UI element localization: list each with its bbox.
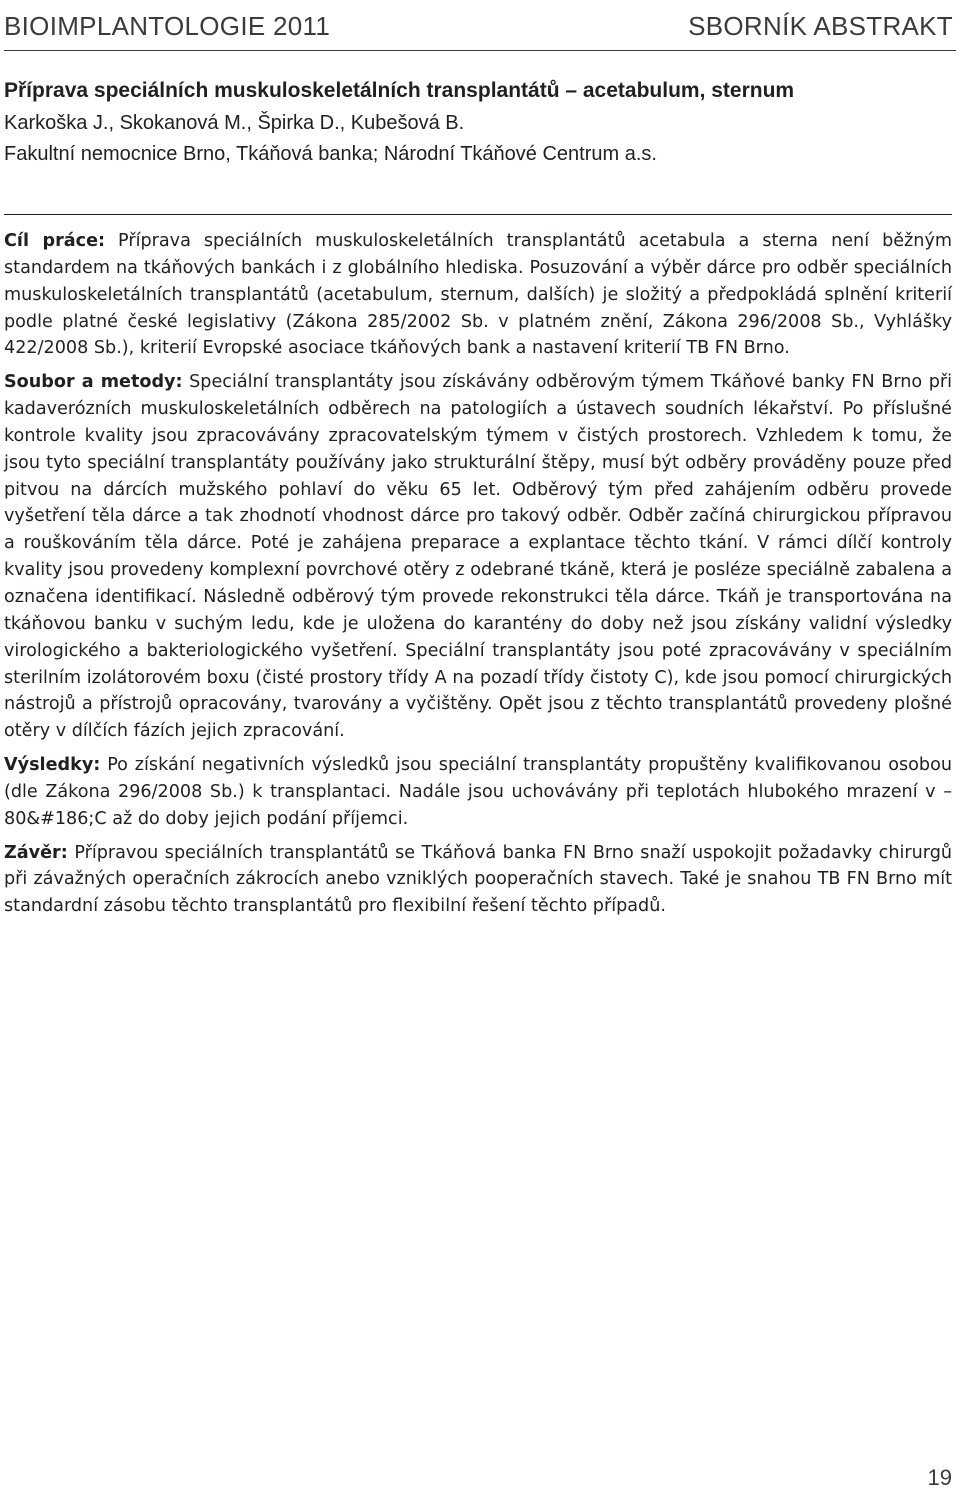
section-aim-text: Příprava speciálních muskuloskeletálních transplantátů acetabula a sterna není běžným standardem na tkáňových bankách i z globálního hlediska. Posuzování a výběr dárce pro odběr speciálních muskuloskeletálních transplantátů (acetabulum, sternum, dalších) je složitý a předpokládá splnění kriterií podle platné české legislativy (Zákona 285/2002 Sb. v platném znění, Zákona 296/2008 Sb., Vyhlášky 422/2008 Sb.), kriterií Evropské asociace tkáňových bank a nastavení kriterií TB FN Brno.	[4, 231, 952, 359]
header-section-title: SBORNÍK ABSTRAKT	[688, 10, 953, 41]
running-header	[4, 4, 953, 48]
abstract-body	[4, 228, 952, 927]
header-divider	[4, 50, 956, 51]
article-affiliation: Fakultní nemocnice Brno, Tkáňová banka; Národní Tkáňové Centrum a.s.	[4, 143, 657, 165]
section-conclusion	[4, 840, 952, 921]
header-publication-title: BIOIMPLANTOLOGIE 2011	[4, 10, 331, 41]
section-methods-label: Soubor a metody:	[4, 372, 183, 393]
section-aim	[4, 228, 952, 362]
section-results	[4, 752, 952, 833]
page-number: 19	[927, 1465, 952, 1490]
section-results-text: Po získání negativních výsledků jsou speciální transplantáty propuštěny kvalifikovanou osobou (dle Zákona 296/2008 Sb.) k transplantaci. Nadále jsou uchovávány při teplotách hlubokého mrazení v –80&#186;C až do doby jejich podání příjemci.	[4, 755, 952, 829]
section-conclusion-label: Závěr:	[4, 842, 68, 863]
section-results-label: Výsledky:	[4, 755, 101, 776]
section-aim-label: Cíl práce:	[4, 231, 106, 251]
article-authors: Karkoška J., Skokanová M., Špirka D., Kubešová B.	[4, 112, 465, 134]
article-heading	[4, 76, 952, 168]
section-methods-text: Speciální transplantáty jsou získávány odběrovým týmem Tkáňové banky FN Brno při kadaverózních muskuloskeletálních odběrech na patologiích a ústavech soudních lékařství. Po příslušné kontrole kvality jsou zpracovávány zpracovatelským týmem v čistých prostorech. Vzhledem k tomu, že jsou tyto speciální transplantáty používány jako strukturální štěpy, musí být odběry prováděny pouze před pitvou na dárcích mužského pohlaví do věku 65 let. Odběrový tým před zahájením odběru provede vyšetření těla dárce a tak zhodnotí vhodnost dárce pro takový odběr. Odběr začíná chirurgickou přípravou a rouškováním těla dárce. Poté je zahájena preparace a explantace těchto tkání. V rámci dílčí kontroly kvality jsou provedeny komplexní povrchové otěry z odebrané tkáně, která je posléze speciálně zabalena a označena identifikací. Následně odběrový tým provede rekonstrukci těla dárce. Tkáň je transportována na tkáňovou banku v suchým ledu, kde je uložena do karantény do doby než jsou získány validní výsledky virologického a bakteriologického vyšetření. Speciální transplantáty jsou poté zpracovávány v speciálním sterilním izolátorovém boxu (čisté prostory třídy A na pozadí třídy čistoty C), kde jsou pomocí chirurgických nástrojů a přístrojů opracovány, tvarovány a vyčištěny. Opět jsou z těchto transplantátů provedeny plošné otěry v dílčích fázích jejich zpracování.	[4, 372, 953, 742]
section-conclusion-text: Přípravou speciálních transplantátů se Tkáňová banka FN Brno snaží uspokojit požadavky chirurgů při závažných operačních zákrocích anebo vzniklých pooperačních stavech. Také je snahou TB FN Brno mít standardní zásobu těchto transplantátů pro flexibilní řešení těchto případů.	[4, 842, 953, 917]
title-divider	[4, 214, 952, 215]
article-title: Příprava speciálních muskuloskeletálních transplantátů – acetabulum, sternum	[4, 79, 795, 102]
section-methods	[4, 369, 952, 745]
